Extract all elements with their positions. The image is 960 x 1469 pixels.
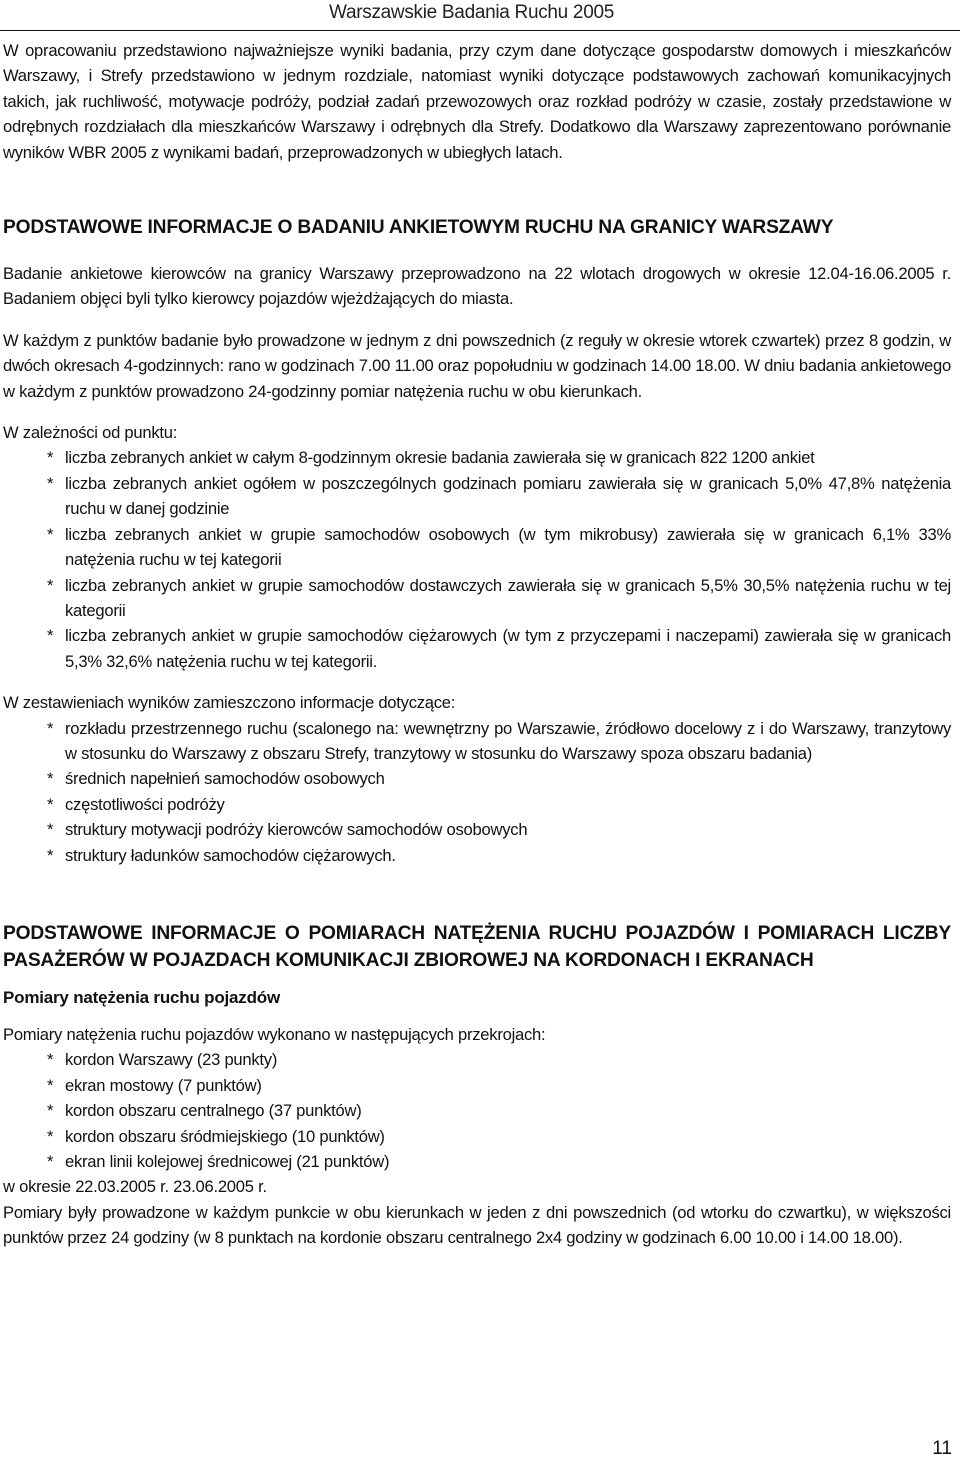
bullet: *: [47, 473, 54, 493]
intro-paragraph: W opracowaniu przedstawiono najważniejsze wyniki badania, przy czym dane dotyczące gospodarstw domowych i mieszkańców Warszawy, i Strefy przedstawiono w jednym rozdziale, natomiast wyniki dotyczące podstawowych zachowań komunikacyjnych takich, jak ruchliwość, motywacje podróży, podział zadań przewozowych oraz rozkład podróży w czasie, zostały przedstawione w odrębnych rozdziałach dla mieszkańców Warszawy i odrębnych dla Strefy. Dodatkowo dla Warszawy zaprezentowano porównanie wyników WBR 2005 z wynikami badań, przeprowadzonych w ubiegłych latach.: [3, 41, 951, 162]
section1-list1-lead: W zależności od punktu:: [3, 423, 178, 443]
list-item: * średnich napełnień samochodów osobowych: [3, 766, 951, 791]
bullet: *: [47, 845, 54, 865]
section1-paragraph-2: W każdym z punktów badanie było prowadzone w jednym z dni powszednich (z reguły w okresie wtorek czwartek) przez 8 godzin, w dwóch okresach 4-godzinnych: rano w godzinach 7.00 11.00 oraz popołudniu w godzinach 14.00 18.00. W dniu badania ankietowego w każdym z punktów prowadzono 24-godzinny pomiar natężenia ruchu w obu kierunkach.: [3, 330, 951, 401]
list-item: * kordon obszaru śródmiejskiego (10 punktów): [3, 1124, 951, 1149]
header-rule: [0, 30, 960, 31]
bullet: *: [47, 1075, 54, 1095]
section1-paragraph-1: Badanie ankietowe kierowców na granicy Warszawy przeprowadzono na 22 wlotach drogowych w okresie 12.04-16.06.2005 r. Badaniem objęci byli tylko kierowcy pojazdów wjeżdżających do miasta.: [3, 264, 951, 309]
bullet: *: [47, 820, 54, 840]
survey-stats-list: [3, 445, 951, 674]
page-content: [3, 38, 951, 1251]
results-contents-list: [3, 716, 951, 868]
bullet: *: [47, 626, 54, 646]
measurement-period: w okresie 22.03.2005 r. 23.06.2005 r.: [3, 1177, 267, 1197]
section2-heading: PODSTAWOWE INFORMACJE O POMIARACH NATĘŻENIA RUCHU POJAZDÓW I POMIARACH LICZBY PASAŻERÓW W POJAZDACH KOMUNIKACJI ZBIOROWEJ NA KORDONACH I EKRANACH: [3, 922, 951, 971]
bullet: *: [47, 794, 54, 814]
list-item: * struktury motywacji podróży kierowców samochodów osobowych: [3, 817, 951, 842]
list-item: * liczba zebranych ankiet w całym 8-godzinnym okresie badania zawierała się w granicach 822 1200 ankiet: [3, 445, 951, 470]
bullet: *: [47, 448, 54, 468]
list-item: * ekran linii kolejowej średnicowej (21 punktów): [3, 1149, 951, 1174]
bullet: *: [47, 1101, 54, 1121]
bullet: *: [47, 1126, 54, 1146]
section1-heading: PODSTAWOWE INFORMACJE O BADANIU ANKIETOWYM RUCHU NA GRANICY WARSZAWY: [3, 217, 834, 239]
section2-subheading: Pomiary natężenia ruchu pojazdów: [3, 987, 280, 1007]
measurement-sections-list: [3, 1047, 951, 1174]
list-item: * ekran mostowy (7 punktów): [3, 1073, 951, 1098]
bullet: *: [47, 524, 54, 544]
bullet: *: [47, 1050, 54, 1070]
list-item: * liczba zebranych ankiet w grupie samochodów ciężarowych (w tym z przyczepami i naczepami) zawierała się w granicach 5,3% 32,6% natężenia ruchu w tej kategorii.: [3, 623, 951, 674]
list-item: * kordon Warszawy (23 punkty): [3, 1047, 951, 1072]
bullet: *: [47, 769, 54, 789]
list-item: * rozkładu przestrzennego ruchu (scalonego na: wewnętrzny po Warszawie, źródłowo docelowy z i do Warszawy, tranzytowy w stosunku do Warszawy z obszaru Strefy, tranzytowy w stosunku do Warszawy spoza obszaru badania): [3, 716, 951, 767]
list-item: * kordon obszaru centralnego (37 punktów): [3, 1098, 951, 1123]
page-number: 11: [932, 1438, 952, 1459]
list-item: * liczba zebranych ankiet ogółem w poszczególnych godzinach pomiaru zawierała się w granicach 5,0% 47,8% natężenia ruchu w danej godzinie: [3, 471, 951, 522]
list-item: * struktury ładunków samochodów ciężarowych.: [3, 843, 951, 868]
list-item: * liczba zebranych ankiet w grupie samochodów dostawczych zawierała się w granicach 5,5% 30,5% natężenia ruchu w tej kategorii: [3, 573, 951, 624]
bullet: *: [47, 575, 54, 595]
list-item: * częstotliwości podróży: [3, 792, 951, 817]
list-item: * liczba zebranych ankiet w grupie samochodów osobowych (w tym mikrobusy) zawierała się w granicach 6,1% 33% natężenia ruchu w tej kategorii: [3, 522, 951, 573]
running-header: Warszawskie Badania Ruchu 2005: [329, 2, 614, 23]
section1-list2-lead: W zestawieniach wyników zamieszczono informacje dotyczące:: [3, 693, 456, 713]
bullet: *: [47, 1152, 54, 1171]
section2-closing: Pomiary były prowadzone w każdym punkcie w obu kierunkach w jeden z dni powszednich (od wtorku do czwartku), w większości punktów przez 24 godziny (w 8 punktach na kordonie obszaru centralnego 2x4 godziny w godzinach 6.00 10.00 i 14.00 18.00).: [3, 1202, 951, 1248]
bullet: *: [47, 718, 54, 738]
section2-lead: Pomiary natężenia ruchu pojazdów wykonano w następujących przekrojach:: [3, 1024, 546, 1044]
